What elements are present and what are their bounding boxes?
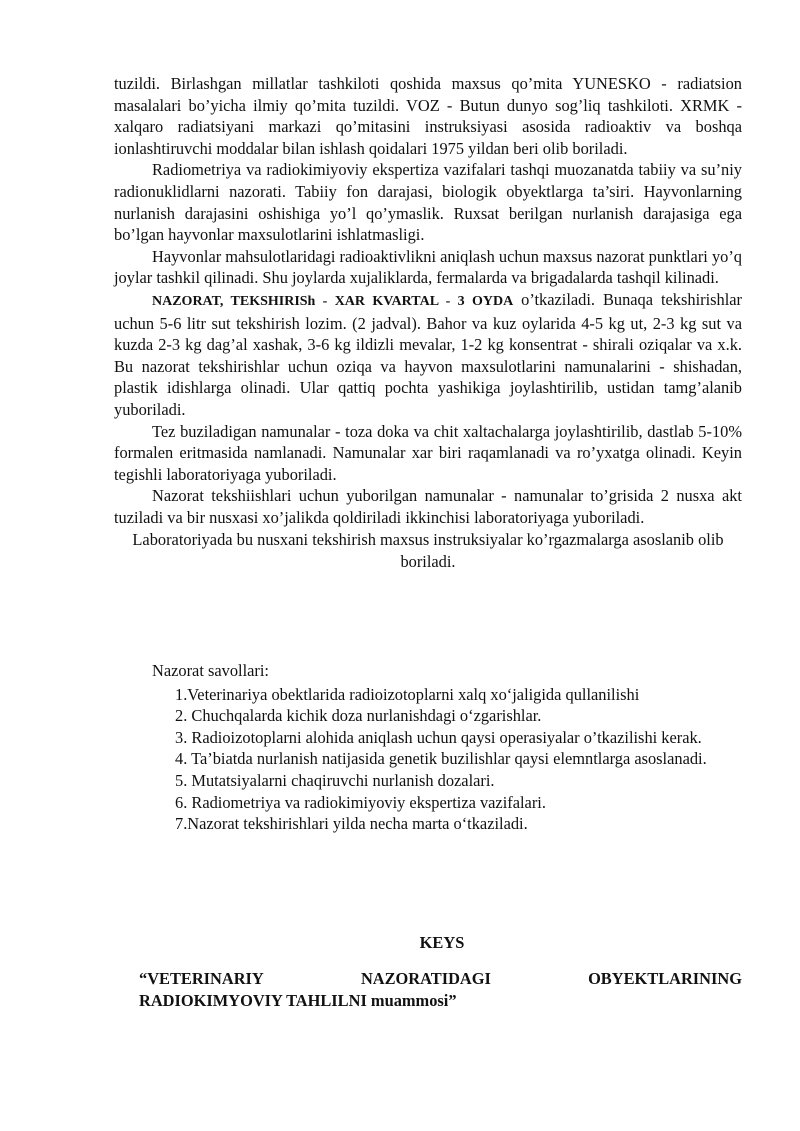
question-item: 4. Ta’biatda nurlanish natijasida genetik buzilishlar qaysi elemntlarga asoslanadi. xyxy=(175,749,707,769)
questions-list xyxy=(175,684,752,835)
paragraph-inspection xyxy=(114,289,742,421)
question-item: 7.Nazorat tekshirishlari yilda necha marta o‘tkaziladi. xyxy=(175,814,528,834)
body-text xyxy=(114,73,742,573)
question-item: 2. Chuchqalarda kichik doza nurlanishdagi o‘zgarishlar. xyxy=(175,706,542,726)
keys-heading: KEYS xyxy=(419,933,465,952)
case-title-word: “VETERINARIY xyxy=(139,969,264,988)
paragraph-laboratory: Laboratoriyada bu nusxani tekshirish maxsus instruksiyalar ko’rgazmalarga asoslanib olib boriladi. xyxy=(132,530,724,572)
inspection-details: o’tkaziladi. Bunaqa tekshirishlar uchun 5-6 litr sut tekshirish lozim. (2 jadval). Bahor va kuz oylarida 4-5 kg ut, 2-3 kg sut va kuzda 2-3 kg dag’al xashak, 3-6 kg ildizli mevalar, 1-2 kg konsentrat - shirali oziqalar va x.k. Bu nazorat tekshirishlar uchun oziqa va hayvon maxsulotlarini namunalarini - shishadan, plastik idishlarga olinadi. Ular qattiq pochta yashikiga joylashtirilib, ustidan tamg’alanib yuboriladi. xyxy=(114,289,742,419)
question-item: 5. Mutatsiyalarni chaqiruvchi nurlanish dozalari. xyxy=(175,770,495,790)
question-item: 6. Radiometriya va radiokimiyoviy ekspertiza vazifalari. xyxy=(175,792,546,812)
paragraph-perishable-samples: Tez buziladigan namunalar - toza doka va chit xaltachalarga joylashtirilib, dastlab 5-10% formalen eritmasida namlanadi. Namunalar xar biri raqamlanadi va ro’yxatga olinadi. Keyin tegishli laboratoriyaga yuboriladi. xyxy=(114,421,742,484)
case-title-word: OBYEKTLARINING xyxy=(588,969,742,988)
question-item: 3. Radioizotoplarni alohida aniqlash uchun qaysi operasiyalar o’tkazilishi kerak. xyxy=(175,727,702,747)
inspection-frequency-caps: NAZORAT, TEKSHIRISh - XAR KVARTAL - 3 OYDA xyxy=(152,293,514,309)
case-title-line-2: RADIOKIMYOVIY TAHLILNI muammosi” xyxy=(139,991,457,1010)
paragraph-radiometry-tasks: Radiometriya va radiokimiyoviy ekspertiza vazifalari tashqi muozanatda tabiiy va su’niy radionuklidlarni nazorati. Tabiiy fon darajasi, biologik obyektlarga ta’siri. Hayvonlarning nurlanish darajasini oshishiga yo’l qo’ymaslik. Ruxsat berilgan nurlanish darajasiga ega bo’lgan hayvonlar maxsulotlarini ishlatmasligi. xyxy=(114,160,742,245)
question-item: 1.Veterinariya obektlarida radioizotoplarni xalq xo‘jaligida qullanilishi xyxy=(175,684,640,704)
control-questions xyxy=(152,660,752,835)
questions-title: Nazorat savollari: xyxy=(152,661,269,680)
paragraph-sample-act: Nazorat tekshiishlari uchun yuborilgan namunalar - namunalar to’grisida 2 nusxa akt tuziladi va bir nusxasi xo’jalikda qoldiriladi ikkinchisi laboratoriyaga yuboriladi. xyxy=(114,486,742,527)
paragraph-intro: tuzildi. Birlashgan millatlar tashkiloti qoshida maxsus qo’mita YUNESKO - radiatsion masalalari bo’yicha ilmiy qo’mita tuzildi. VOZ - Butun dunyo sog’liq tashkiloti. XRMK - xalqaro radiatsiyani markazi qo’mitasini instruksiyasi asosida radioaktiv va boshqa ionlashtiruvchi moddalar bilan ishlash qoidalari 1975 yildan beri olib boriladi. xyxy=(114,74,742,158)
case-title-word: NAZORATIDAGI xyxy=(360,969,491,988)
case-title xyxy=(139,968,742,1012)
case-title-line-1 xyxy=(139,968,742,990)
paragraph-control-points: Hayvonlar mahsulotlaridagi radioaktivlikni aniqlash uchun maxsus nazorat punktlari yo’q joylar tashkil qilinadi. Shu joylarda xujaliklarda, fermalarda va brigadalarda tashqil kilinadi. xyxy=(114,246,742,288)
